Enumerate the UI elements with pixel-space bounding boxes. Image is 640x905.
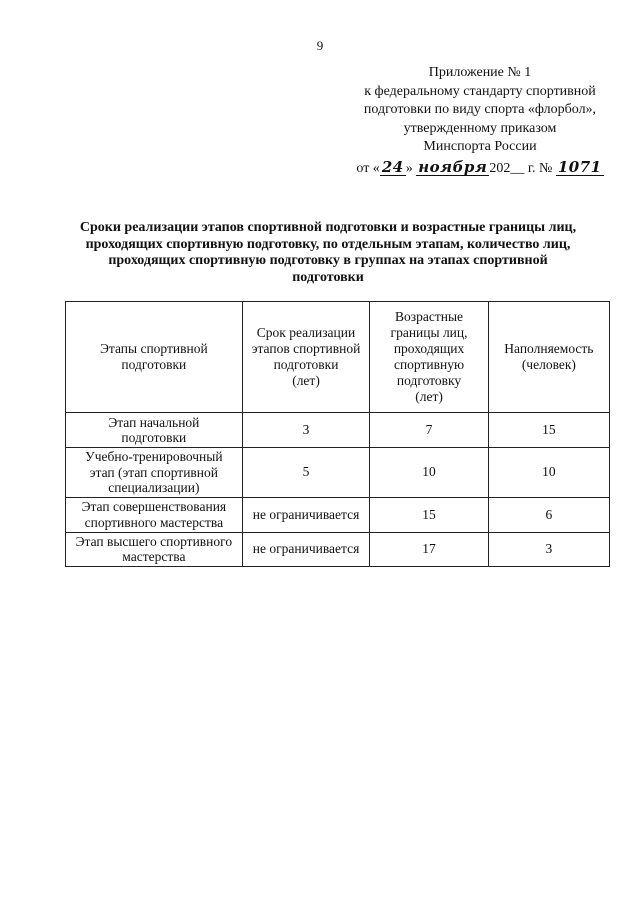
order-date-line <box>330 159 630 179</box>
fill-cell: 10 <box>488 448 609 498</box>
stages-table <box>65 301 610 567</box>
header-stage: Этапы спортивной подготовки <box>66 302 243 413</box>
appendix-line-sport: подготовки по виду спорта «флорбол», <box>363 102 597 117</box>
handwritten-order-number: 1071 <box>557 157 602 176</box>
appendix-title: Приложение № 1 <box>428 65 532 80</box>
header-term: Срок реализации этапов спортивной подготовки (лет) <box>242 302 370 413</box>
year-and-number-label: 202__ г. № <box>489 160 553 176</box>
stage-cell: Учебно-тренировочный этап (этап спортивной специализации) <box>66 448 243 498</box>
title-line: подготовки <box>292 269 364 285</box>
title-line: Сроки реализации этапов спортивной подготовки и возрастные границы лиц, <box>79 220 577 235</box>
document-title <box>58 220 598 286</box>
appendix-line-standard: к федеральному стандарту спортивной <box>364 83 596 99</box>
appendix-line-ministry: Минспорта России <box>423 139 537 154</box>
page-number: 9 <box>316 38 324 53</box>
title-line: проходящих спортивную подготовку в группах на этапах спортивной <box>108 253 548 268</box>
age-cell: 7 <box>370 413 488 448</box>
fill-cell: 3 <box>488 532 609 566</box>
handwritten-day: 24 <box>381 157 404 176</box>
age-cell: 15 <box>370 497 488 532</box>
stage-cell: Этап начальной подготовки <box>66 413 243 448</box>
age-cell: 17 <box>370 532 488 566</box>
term-cell: 5 <box>242 448 370 498</box>
stage-cell: Этап совершенствования спортивного мастерства <box>66 497 243 532</box>
header-age: Возрастные границы лиц, проходящих спортивную подготовку (лет) <box>370 302 488 413</box>
date-day-close: » <box>405 160 413 176</box>
term-cell: 3 <box>242 413 370 448</box>
appendix-line-approved: утвержденному приказом <box>403 120 557 136</box>
fill-cell: 15 <box>488 413 609 448</box>
table-row <box>66 448 610 498</box>
stage-cell: Этап высшего спортивного мастерства <box>66 532 243 566</box>
appendix-header <box>330 64 630 178</box>
age-cell: 10 <box>370 448 488 498</box>
title-line: проходящих спортивную подготовку, по отдельным этапам, количество лиц, <box>85 236 571 252</box>
fill-cell: 6 <box>488 497 609 532</box>
table-header-row <box>66 302 610 413</box>
handwritten-month: ноября <box>418 157 488 176</box>
table-row <box>66 532 610 566</box>
table-row <box>66 497 610 532</box>
header-fill: Наполняемость (человек) <box>488 302 609 413</box>
term-cell: не ограничивается <box>242 497 370 532</box>
term-cell: не ограничивается <box>242 532 370 566</box>
table-row <box>66 413 610 448</box>
date-prefix: от « <box>356 160 380 176</box>
